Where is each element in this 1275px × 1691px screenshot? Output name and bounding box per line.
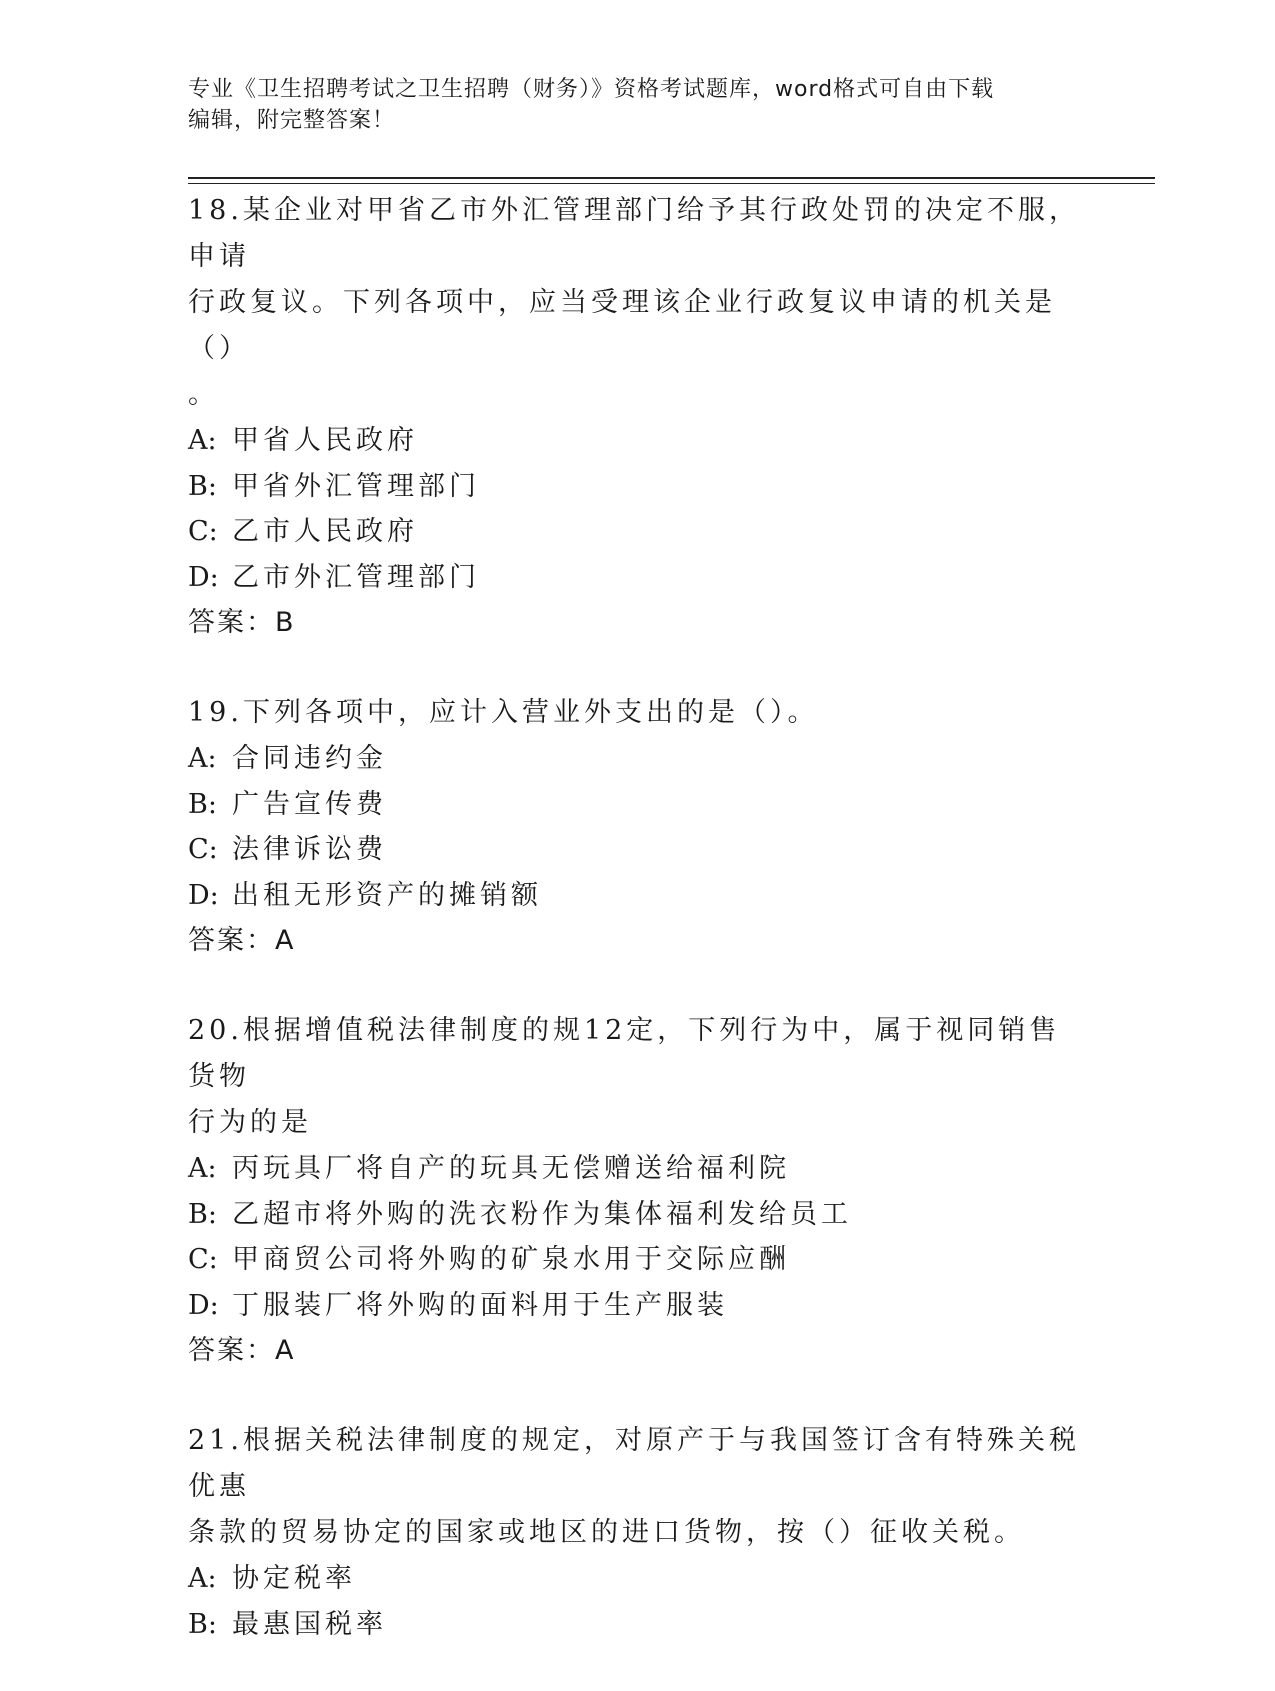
option-text: 甲商贸公司将外购的矿泉水用于交际应酬 [232,1244,790,1275]
option-c [188,827,1088,873]
question-20 [188,1008,1088,1374]
option-key: D: [188,561,219,593]
question-text-line: 行为的是 [188,1107,312,1138]
question-text-line: 18.某企业对甲省乙市外汇管理部门给予其行政处罚的决定不服，申请 [188,195,1080,272]
option-text: 甲省外汇管理部门 [232,470,480,502]
option-b [188,1602,1088,1648]
option-text: 法律诉讼费 [232,834,387,865]
option-text: 乙市人民政府 [232,516,418,547]
header-divider-thick [188,177,1155,179]
question-text-tail: 。 [188,379,215,410]
option-a [188,418,1088,464]
option-key: A: [188,743,217,774]
header-divider-thin [188,183,1155,184]
option-text: 乙市外汇管理部门 [232,561,480,593]
question-text-line: 20.根据增值税法律制度的规12定，下列行为中，属于视同销售货物 [188,1015,1061,1092]
answer-label: 答案：A [188,1335,296,1366]
option-c [188,509,1088,555]
question-list [188,188,1088,1691]
question-text-line: 21.根据关税法律制度的规定，对原产于与我国签订含有特殊关税优惠 [188,1425,1080,1502]
answer-label: 答案：A [188,925,296,956]
option-a [188,1146,1088,1192]
option-c [188,1237,1088,1283]
header-line-2: 编辑，附完整答案！ [188,108,396,133]
option-key: A: [188,1153,217,1184]
option-d [188,1283,1088,1329]
option-b [188,782,1088,828]
option-key: B: [188,1608,217,1640]
option-d [188,555,1088,601]
question-text-line: 条款的贸易协定的国家或地区的进口货物，按（）征收关税。 [188,1517,1025,1548]
question-text-line: 19.下列各项中，应计入营业外支出的是（）。 [188,697,819,728]
option-key: A: [188,425,217,456]
option-b [188,464,1088,510]
option-a [188,1556,1088,1602]
question-21 [188,1418,1088,1647]
option-key: B: [188,788,217,820]
option-text: 丁服装厂将外购的面料用于生产服装 [232,1289,728,1321]
question-19 [188,690,1088,964]
option-text: 丙玩具厂将自产的玩具无偿赠送给福利院 [232,1153,790,1184]
document-header [188,74,1088,136]
option-text: 甲省人民政府 [232,425,418,456]
question-18 [188,188,1088,646]
option-key: D: [188,1289,219,1321]
option-a [188,736,1088,782]
option-key: B: [188,1198,217,1230]
option-key: C: [188,1244,218,1275]
option-text: 协定税率 [232,1563,356,1594]
option-key: A: [188,1563,217,1594]
question-text-line: 行政复议。下列各项中，应当受理该企业行政复议申请的机关是（） [188,287,1056,364]
option-text: 最惠国税率 [232,1608,387,1640]
option-key: C: [188,516,218,547]
option-key: B: [188,470,217,502]
option-text: 广告宣传费 [232,788,387,820]
answer-label: 答案：B [188,607,296,638]
option-key: D: [188,879,219,911]
option-text: 合同违约金 [232,743,387,774]
option-text: 乙超市将外购的洗衣粉作为集体福利发给员工 [232,1198,852,1230]
option-key: C: [188,834,218,865]
option-d [188,873,1088,919]
option-text: 出租无形资产的摊销额 [232,879,542,911]
option-b [188,1192,1088,1238]
header-line-1: 专业《卫生招聘考试之卫生招聘（财务）》资格考试题库，word格式可自由下载 [188,77,995,102]
